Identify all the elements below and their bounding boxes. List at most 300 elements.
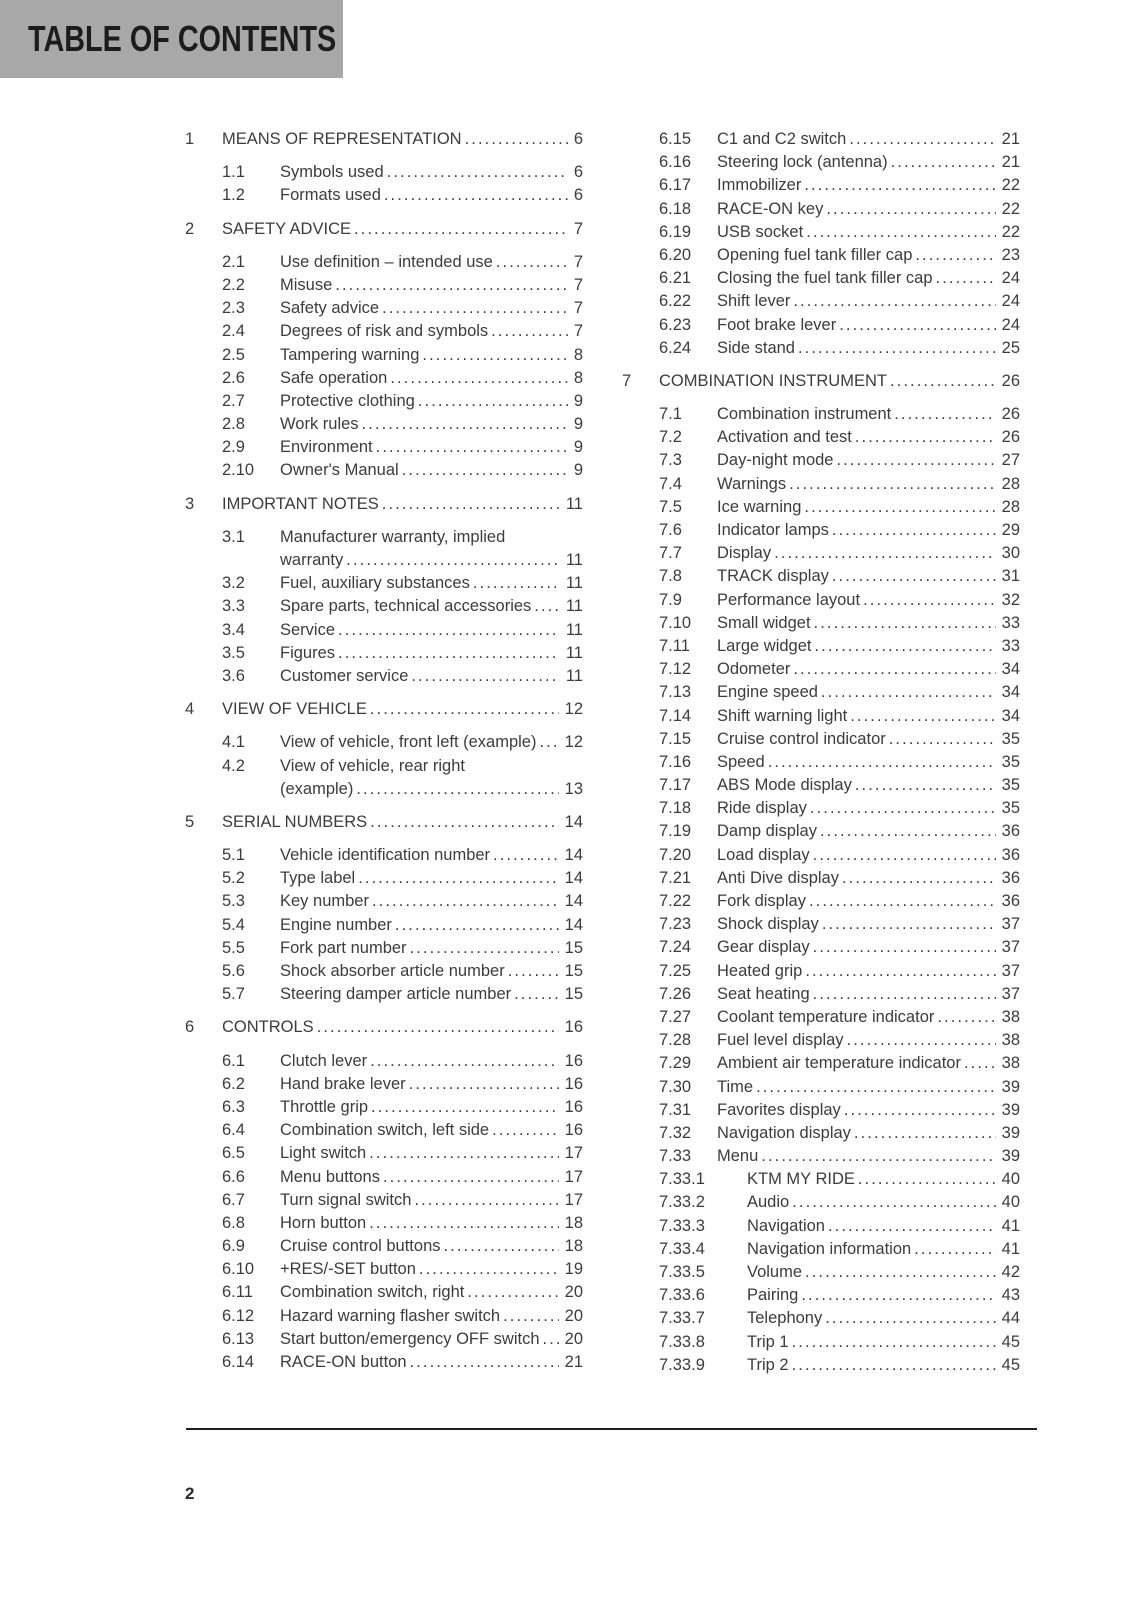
toc-entry-title: Trip 2 [747,1355,789,1374]
toc-entry-title: Spare parts, technical accessories [280,597,532,616]
toc-entry-title: Shift warning light [717,706,848,725]
toc-entry-title: Navigation display [717,1123,851,1142]
toc-entry-title: RACE-ON button [280,1353,407,1371]
toc-section-entry [185,1052,583,1075]
toc-entry-number: 2.7 [222,391,245,410]
toc-dot-leader [806,223,995,242]
toc-dot-leader [465,130,568,149]
toc-dot-leader [801,1286,995,1305]
toc-dot-leader [821,683,996,702]
toc-entry-title: Volume [747,1263,803,1281]
toc-entry-number: 7.4 [659,474,682,493]
toc-entry-number: 6.16 [659,153,692,172]
toc-section-entry [622,846,1020,869]
toc-dot-leader [915,246,995,265]
toc-entry-page: 8 [573,345,583,364]
toc-entry-page: 20 [564,1306,583,1325]
toc-dot-leader [761,1147,995,1166]
toc-entry-number: 7.33.6 [659,1286,705,1305]
toc-entry-number: 6.19 [659,222,692,241]
toc-entry-title: Shift lever [717,292,791,311]
toc-entry-number: 7.13 [659,683,692,702]
toc-section-entry [185,962,583,985]
toc-dot-leader [382,495,560,514]
toc-section-entry [185,597,583,620]
toc-entry-number: 7.32 [659,1123,692,1142]
toc-entry-number: 1.1 [222,163,245,182]
toc-section-entry [622,799,1020,822]
toc-entry-title: Turn signal switch [280,1190,412,1209]
toc-entry-number: 3 [185,494,195,513]
toc-entry-number: 7.2 [659,428,682,447]
toc-entry-page: 28 [1001,474,1020,493]
toc-entry-number: 7.19 [659,822,692,841]
toc-entry-title: Type label [280,869,356,888]
toc-dot-leader [418,392,568,411]
toc-entry-number: 6.3 [222,1097,245,1116]
toc-entry-number: 6.6 [222,1167,245,1186]
toc-dot-leader [855,428,996,447]
toc-dot-leader [826,200,995,219]
toc-entry-number: 7.3 [659,451,682,470]
toc-section-entry [622,683,1020,706]
toc-entry-page: 45 [1001,1355,1020,1374]
toc-entry-title: Shock display [717,915,819,934]
toc-entry-page: 38 [1001,1031,1020,1050]
toc-dot-leader [836,451,995,470]
toc-section-entry [185,1353,583,1376]
toc-dot-leader [768,753,996,772]
toc-entry-number: 7.6 [659,521,682,539]
toc-section-entry [622,1124,1020,1147]
toc-entry-page: 11 [565,620,583,639]
toc-entry-title-continued: (example) [280,779,354,798]
toc-dot-leader [383,1168,559,1187]
toc-entry-number: 7 [622,371,632,390]
toc-dot-leader [370,1052,559,1071]
toc-entry-page: 41 [1001,1216,1020,1235]
toc-entry-title: IMPORTANT NOTES [222,494,379,513]
toc-entry-page: 44 [1001,1309,1020,1328]
toc-entry-title: Throttle grip [280,1097,369,1116]
toc-section-entry [185,757,583,803]
toc-dot-leader [369,1214,558,1233]
toc-entry-page: 32 [1001,590,1020,609]
page-header-banner [0,0,343,78]
toc-entry-title: Clutch lever [280,1051,368,1070]
toc-dot-leader [844,1101,996,1120]
toc-section-entry [622,1170,1020,1193]
toc-entry-number: 7.33.5 [659,1263,705,1281]
toc-dot-leader [493,846,559,865]
toc-entry-title: Ambient air temperature indicator [717,1054,961,1073]
toc-chapter-entry [185,220,583,243]
toc-dot-leader [419,1260,559,1279]
toc-entry-title: Steering lock (antenna) [717,153,888,172]
toc-entry-title: Fuel level display [717,1031,844,1050]
toc-entry-page: 9 [573,391,583,410]
toc-entry-number: 1 [185,130,195,148]
toc-entry-number: 6.20 [659,245,692,264]
toc-dot-leader [822,915,996,934]
toc-entry-title: Safety advice [280,299,380,318]
toc-entry-number: 3.2 [222,574,245,593]
toc-section-entry [185,438,583,461]
toc-entry-title: Degrees of risk and symbols [280,322,489,341]
toc-entry-page: 21 [1001,153,1020,172]
toc-entry-title: Indicator lamps [717,521,829,539]
toc-entry-number: 7.7 [659,544,682,563]
toc-entry-title: Engine number [280,915,392,934]
toc-entry-number: 2.6 [222,368,245,387]
toc-section-entry [185,1168,583,1191]
toc-dot-leader [889,730,996,749]
toc-entry-title: Audio [747,1193,790,1212]
toc-dot-leader [891,153,996,172]
toc-entry-page: 22 [1001,222,1020,241]
toc-entry-number: 6.5 [222,1144,245,1163]
toc-section-entry [622,915,1020,938]
toc-entry-page: 16 [564,1121,583,1140]
toc-dot-leader [534,597,560,616]
toc-section-entry [622,521,1020,544]
toc-entry-title: Large widget [717,636,812,655]
toc-entry-title: Display [717,544,772,563]
toc-section-entry [622,822,1020,845]
toc-entry-number: 7.23 [659,915,692,934]
toc-dot-leader [756,1078,996,1097]
toc-dot-leader [372,892,559,911]
toc-entry-title: Trip 1 [747,1332,789,1351]
toc-dot-leader [444,1237,559,1256]
toc-entry-number: 7.33.3 [659,1216,705,1235]
toc-entry-number: 6.13 [222,1329,255,1348]
toc-dot-leader [855,776,996,795]
toc-section-entry [622,405,1020,428]
toc-section-entry [622,428,1020,451]
toc-entry-page: 6 [573,186,583,205]
toc-entry-number: 7.9 [659,590,682,609]
toc-section-entry [622,1333,1020,1356]
toc-entry-page: 14 [564,892,583,911]
toc-section-entry [622,1217,1020,1240]
toc-entry-title: USB socket [717,222,804,241]
toc-entry-number: 7.11 [659,636,690,655]
toc-entry-number: 1.2 [222,186,245,205]
toc-section-entry [622,1286,1020,1309]
toc-dot-leader [964,1054,996,1073]
toc-entry-title: Menu buttons [280,1167,380,1186]
toc-entry-number: 7.33 [659,1147,692,1166]
toc-dot-leader [914,1240,995,1259]
toc-entry-number: 7.24 [659,938,692,957]
toc-section-entry [185,1075,583,1098]
toc-dot-leader [890,372,996,391]
toc-entry-page: 20 [564,1329,583,1348]
toc-entry-title: TRACK display [717,567,829,586]
toc-entry-page: 13 [564,779,583,798]
toc-entry-number: 6.4 [222,1121,245,1140]
toc-dot-leader [804,176,995,195]
toc-dot-leader [832,521,996,540]
toc-entry-page: 7 [573,252,583,271]
toc-entry-title: Fork part number [280,938,407,957]
toc-entry-page: 37 [1001,915,1020,934]
toc-section-entry [622,451,1020,474]
toc-entry-page: 9 [573,415,583,434]
toc-dot-leader [858,1170,996,1189]
toc-entry-title: Symbols used [280,163,384,182]
toc-entry-title: Favorites display [717,1100,841,1119]
toc-entry-number: 6.10 [222,1260,255,1279]
toc-entry-number: 7.27 [659,1007,692,1026]
toc-entry-title: Side stand [717,338,795,357]
toc-dot-leader [539,733,558,752]
toc-dot-leader [809,892,996,911]
toc-entry-number: 4.2 [222,756,245,775]
toc-chapter-entry [185,700,583,723]
toc-entry-number: 4.1 [222,733,245,752]
toc-dot-leader [792,1356,996,1375]
toc-entry-title: Ice warning [717,497,802,516]
toc-dot-leader [371,1098,559,1117]
toc-entry-page: 24 [1001,315,1020,334]
toc-section-entry [622,1263,1020,1286]
toc-entry-page: 18 [564,1237,583,1256]
toc-entry-page: 9 [573,461,583,480]
toc-dot-leader [810,799,996,818]
toc-section-entry [185,322,583,345]
toc-entry-page: 11 [565,666,583,685]
toc-section-entry [185,1283,583,1306]
toc-entry-number: 2.1 [222,252,245,271]
toc-chapter-entry [185,495,583,518]
toc-entry-number: 5.5 [222,938,245,957]
toc-entry-page: 9 [573,438,583,457]
toc-section-entry [185,186,583,209]
toc-entry-title: Day-night mode [717,451,834,470]
toc-dot-leader [370,700,559,719]
toc-entry-number: 2.5 [222,345,245,364]
toc-entry-number: 2.9 [222,438,245,457]
toc-entry-number: 7.31 [659,1100,692,1119]
toc-entry-page: 27 [1001,451,1020,470]
toc-entry-page: 16 [564,1074,583,1093]
toc-entry-number: 7.33.1 [659,1170,705,1189]
toc-dot-leader [804,498,995,517]
toc-section-entry [185,253,583,276]
toc-entry-title: Pairing [747,1286,799,1305]
toc-entry-title: Shock absorber article number [280,962,505,980]
toc-section-entry [622,985,1020,1008]
toc-entry-title: RACE-ON key [717,199,824,218]
toc-entry-title: Customer service [280,666,409,685]
toc-entry-number: 6.21 [659,269,692,288]
toc-dot-leader [369,1144,558,1163]
toc-entry-number: 2 [185,219,195,238]
toc-entry-number: 6.2 [222,1074,245,1093]
toc-section-entry [622,567,1020,590]
toc-entry-number: 5.2 [222,869,245,888]
toc-entry-title: Light switch [280,1144,367,1163]
toc-dot-leader [842,869,996,888]
toc-entry-page: 14 [564,812,583,831]
toc-dot-leader [473,574,560,593]
toc-entry-number: 3.5 [222,643,245,662]
toc-entry-page: 42 [1001,1263,1020,1281]
toc-entry-page: 7 [573,299,583,318]
toc-dot-leader [390,369,567,388]
toc-entry-page: 16 [564,1051,583,1070]
page-title: TABLE OF CONTENTS [28,18,337,59]
toc-entry-number: 6.22 [659,292,692,311]
toc-section-entry [622,1031,1020,1054]
toc-entry-page: 35 [1001,776,1020,795]
toc-entry-number: 4 [185,700,195,719]
toc-entry-number: 7.20 [659,845,692,864]
toc-section-entry [622,753,1020,776]
toc-chapter-entry [185,130,583,153]
toc-entry-title: Engine speed [717,683,818,702]
toc-entry-number: 6.18 [659,199,692,218]
toc-section-entry [622,591,1020,614]
toc-entry-number: 2.2 [222,275,245,294]
toc-entry-number: 7.26 [659,984,692,1003]
toc-entry-number: 7.33.2 [659,1193,705,1212]
toc-section-entry [185,574,583,597]
toc-entry-page: 23 [1001,245,1020,264]
toc-entry-title: Fork display [717,892,806,910]
toc-dot-leader [414,1191,558,1210]
toc-entry-title: Gear display [717,938,810,957]
toc-left-column [185,130,583,1376]
toc-section-entry [185,1307,583,1330]
toc-section-entry [622,498,1020,521]
toc-entry-number: 2.3 [222,299,245,318]
toc-entry-page: 19 [564,1260,583,1279]
toc-entry-title: CONTROLS [222,1018,314,1037]
toc-entry-title: Key number [280,892,369,911]
toc-entry-title: Speed [717,752,765,771]
toc-dot-leader [793,660,995,679]
toc-section-entry [185,644,583,667]
toc-entry-title: Telephony [747,1309,823,1328]
toc-dot-leader [410,1353,559,1372]
toc-section-entry [185,346,583,369]
toc-dot-leader [825,1309,995,1328]
toc-entry-page: 15 [564,962,583,980]
toc-entry-title: +RES/-SET button [280,1260,416,1279]
toc-entry-title: Activation and test [717,428,852,447]
toc-dot-leader [813,985,996,1004]
toc-entry-number: 6.17 [659,176,692,195]
toc-entry-page: 36 [1001,868,1020,887]
toc-entry-number: 7.28 [659,1031,692,1050]
toc-entry-title: Vehicle identification number [280,846,491,865]
toc-entry-page: 14 [564,846,583,865]
toc-section-entry [622,869,1020,892]
toc-entry-page: 39 [1001,1077,1020,1096]
toc-chapter-entry [622,372,1020,395]
toc-entry-title: Damp display [717,822,817,841]
toc-entry-number: 7.8 [659,567,682,586]
toc-entry-title: Steering damper article number [280,985,512,1004]
toc-section-entry [622,660,1020,683]
toc-entry-page: 25 [1001,338,1020,357]
toc-section-entry [622,1356,1020,1379]
toc-entry-title: Owner's Manual [280,461,399,480]
toc-entry-title: Performance layout [717,590,861,609]
toc-entry-number: 7.16 [659,752,692,771]
toc-dot-leader [850,707,995,726]
toc-section-entry [185,163,583,186]
toc-entry-page: 15 [564,938,583,957]
toc-entry-page: 39 [1001,1100,1020,1119]
toc-entry-number: 7.33.7 [659,1309,705,1328]
toc-entry-title: KTM MY RIDE [747,1170,855,1189]
toc-dot-leader [832,567,996,586]
toc-entry-number: 2.10 [222,461,255,480]
toc-entry-title: Warnings [717,474,787,493]
toc-section-entry [185,461,583,484]
toc-entry-number: 6.23 [659,315,692,334]
toc-chapter-entry [185,1018,583,1041]
toc-dot-leader [317,1018,559,1037]
toc-entry-title: Start button/emergency OFF switch [280,1329,540,1348]
toc-section-entry [622,614,1020,637]
toc-entry-title: Navigation [747,1216,825,1235]
toc-entry-page: 17 [564,1144,583,1163]
toc-entry-number: 7.33.9 [659,1355,705,1374]
toc-dot-leader [839,316,995,335]
toc-dot-leader [387,163,568,182]
toc-entry-number: 7.5 [659,497,682,516]
toc-entry-page: 45 [1001,1332,1020,1351]
toc-entry-title: Manufacturer warranty, implied [280,527,506,546]
toc-entry-title: Closing the fuel tank filler cap [717,269,933,288]
toc-entry-title: Menu [717,1147,759,1166]
toc-entry-number: 5.1 [222,846,245,865]
toc-dot-leader [863,591,996,610]
toc-entry-page: 37 [1001,961,1020,980]
toc-section-entry [622,176,1020,199]
toc-entry-page: 30 [1001,544,1020,563]
toc-chapter-entry [185,813,583,836]
toc-entry-title: Ride display [717,799,807,818]
toc-entry-page: 16 [564,1018,583,1037]
toc-entry-number: 7.14 [659,706,692,725]
toc-section-entry [185,1144,583,1167]
toc-section-entry [622,153,1020,176]
toc-entry-number: 6.24 [659,338,692,357]
toc-section-entry [622,1054,1020,1077]
toc-dot-leader [508,962,559,981]
toc-section-entry [185,528,583,574]
toc-entry-title: COMBINATION INSTRUMENT [659,371,887,390]
toc-dot-leader [402,461,568,480]
toc-entry-number: 7.12 [659,660,692,679]
toc-dot-leader [338,644,560,663]
toc-section-entry [622,776,1020,799]
toc-entry-number: 3.3 [222,597,245,616]
toc-section-entry [622,1078,1020,1101]
toc-dot-leader [789,475,996,494]
toc-entry-page: 35 [1001,799,1020,818]
toc-dot-leader [792,1333,996,1352]
toc-entry-page: 20 [564,1283,583,1302]
toc-section-entry [185,621,583,644]
toc-section-entry [622,1240,1020,1263]
